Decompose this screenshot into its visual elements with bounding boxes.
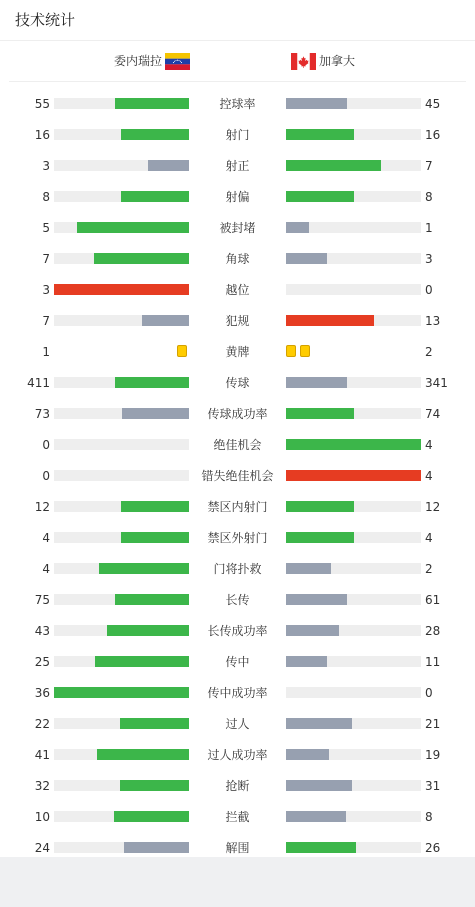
home-bar-fill	[54, 284, 189, 295]
home-bar-fill	[120, 718, 189, 729]
home-bar-track	[54, 749, 189, 760]
away-bar-track	[286, 439, 421, 450]
home-value: 55	[34, 97, 50, 111]
away-value: 13	[425, 314, 441, 328]
away-bar-track	[286, 811, 421, 822]
home-value: 8	[42, 190, 50, 204]
away-bar-fill	[286, 625, 339, 636]
away-value: 1	[425, 221, 433, 235]
stat-label: 越位	[225, 283, 250, 297]
home-bar-fill	[97, 749, 189, 760]
away-value: 0	[425, 283, 433, 297]
away-value: 3	[425, 252, 433, 266]
away-value: 2	[425, 562, 433, 576]
away-value: 4	[425, 469, 433, 483]
home-bar-fill	[54, 687, 189, 698]
stat-row	[0, 159, 475, 173]
home-bar-fill	[94, 253, 189, 264]
away-value: 28	[425, 624, 441, 638]
stat-label: 犯规	[225, 314, 250, 328]
yellow-card-icon	[177, 345, 187, 357]
home-bar-fill	[122, 408, 189, 419]
away-team	[291, 53, 355, 70]
stat-row	[0, 686, 475, 700]
stat-label: 传中	[225, 655, 250, 669]
home-value: 7	[42, 314, 50, 328]
home-value: 73	[34, 407, 50, 421]
stat-row	[0, 810, 475, 824]
home-bar-track	[54, 222, 189, 233]
away-value: 74	[425, 407, 441, 421]
stat-row	[0, 345, 475, 359]
stat-row	[0, 469, 475, 483]
away-value: 8	[425, 190, 433, 204]
away-bar-fill	[286, 98, 347, 109]
stat-label: 解围	[225, 841, 250, 855]
stat-row	[0, 593, 475, 607]
stat-label: 错失绝佳机会	[201, 469, 274, 483]
away-bar-track	[286, 532, 421, 543]
home-value: 24	[34, 841, 50, 855]
away-bar-fill	[286, 439, 421, 450]
away-bar-fill	[286, 408, 354, 419]
away-bar-track	[286, 129, 421, 140]
home-bar-track	[54, 687, 189, 698]
away-bar-fill	[286, 253, 327, 264]
home-bar-track	[54, 439, 189, 450]
home-value: 3	[42, 159, 50, 173]
home-bar-track	[54, 501, 189, 512]
home-bar-fill	[121, 532, 189, 543]
home-value: 41	[34, 748, 50, 762]
away-value: 21	[425, 717, 441, 731]
home-bar-track	[54, 470, 189, 481]
away-value: 45	[425, 97, 441, 111]
away-bar-track	[286, 749, 421, 760]
home-bar-fill	[120, 780, 189, 791]
stat-label: 传球	[225, 376, 250, 390]
stat-row	[0, 283, 475, 297]
away-bar-track	[286, 315, 421, 326]
stat-label: 抢断	[225, 779, 250, 793]
away-bar-track	[286, 191, 421, 202]
home-team	[114, 53, 190, 70]
away-bar-fill	[286, 532, 354, 543]
away-bar-track	[286, 625, 421, 636]
away-value: 16	[425, 128, 441, 142]
home-bar-track	[54, 129, 189, 140]
home-bar-track	[54, 656, 189, 667]
home-bar-fill	[115, 377, 189, 388]
stat-label: 控球率	[219, 97, 256, 111]
stat-label: 射门	[225, 128, 250, 142]
stat-label: 射偏	[225, 190, 250, 204]
away-value: 26	[425, 841, 441, 855]
home-bar-track	[54, 532, 189, 543]
stat-row	[0, 748, 475, 762]
home-value: 16	[34, 128, 50, 142]
home-bar-fill	[142, 315, 189, 326]
stat-row	[0, 252, 475, 266]
away-bar-track	[286, 718, 421, 729]
away-bar-fill	[286, 191, 354, 202]
yellow-card-icon	[300, 345, 310, 357]
away-bar-track	[286, 470, 421, 481]
away-bar-fill	[286, 718, 352, 729]
header-divider	[9, 81, 466, 82]
home-bar-track	[54, 315, 189, 326]
home-bar-fill	[115, 594, 189, 605]
home-bar-fill	[124, 842, 189, 853]
home-value: 4	[42, 531, 50, 545]
stat-row	[0, 221, 475, 235]
home-bar-fill	[77, 222, 189, 233]
stat-label: 长传成功率	[207, 624, 268, 638]
away-bar-track	[286, 408, 421, 419]
home-value: 5	[42, 221, 50, 235]
away-bar-fill	[286, 501, 354, 512]
home-value: 3	[42, 283, 50, 297]
home-bar-track	[54, 842, 189, 853]
home-yellow-cards	[177, 345, 191, 359]
away-bar-fill	[286, 780, 352, 791]
stat-row	[0, 376, 475, 390]
home-value: 43	[34, 624, 50, 638]
stat-label: 过人	[225, 717, 250, 731]
away-value: 8	[425, 810, 433, 824]
stat-row	[0, 841, 475, 855]
stat-row	[0, 190, 475, 204]
home-bar-fill	[107, 625, 189, 636]
away-bar-fill	[286, 315, 374, 326]
stat-label: 禁区内射门	[207, 500, 268, 514]
stat-label: 门将扑救	[213, 562, 262, 576]
away-bar-track	[286, 501, 421, 512]
away-bar-track	[286, 594, 421, 605]
home-value: 0	[42, 469, 50, 483]
page-title: 技术统计	[15, 11, 76, 29]
away-value: 4	[425, 531, 433, 545]
away-bar-track	[286, 656, 421, 667]
away-bar-fill	[286, 470, 421, 481]
stat-label: 被封堵	[219, 221, 256, 235]
away-bar-track	[286, 377, 421, 388]
away-value: 11	[425, 655, 441, 669]
away-bar-track	[286, 222, 421, 233]
stat-label: 禁区外射门	[207, 531, 268, 545]
home-bar-fill	[121, 501, 189, 512]
away-value: 61	[425, 593, 441, 607]
stat-row	[0, 438, 475, 452]
away-bar-fill	[286, 811, 346, 822]
home-bar-track	[54, 98, 189, 109]
home-bar-track	[54, 377, 189, 388]
home-team-name: 委内瑞拉	[114, 54, 163, 68]
home-bar-fill	[99, 563, 189, 574]
away-value: 341	[425, 376, 448, 390]
away-bar-fill	[286, 749, 329, 760]
stat-label: 传中成功率	[207, 686, 268, 700]
home-bar-fill	[121, 191, 189, 202]
home-value: 411	[27, 376, 50, 390]
stat-row	[0, 500, 475, 514]
away-bar-track	[286, 842, 421, 853]
away-team-name: 加拿大	[319, 54, 356, 68]
home-value: 0	[42, 438, 50, 452]
home-value: 32	[34, 779, 50, 793]
home-bar-track	[54, 563, 189, 574]
stat-row	[0, 314, 475, 328]
stat-row	[0, 562, 475, 576]
home-value: 4	[42, 562, 50, 576]
stat-row	[0, 717, 475, 731]
stat-label: 黄牌	[225, 345, 250, 359]
home-value: 7	[42, 252, 50, 266]
stat-label: 角球	[225, 252, 250, 266]
home-value: 22	[34, 717, 50, 731]
away-bar-track	[286, 160, 421, 171]
home-value: 1	[42, 345, 50, 359]
stat-row	[0, 624, 475, 638]
stat-label: 绝佳机会	[213, 438, 262, 452]
stat-row	[0, 655, 475, 669]
canada-flag-icon	[291, 53, 316, 70]
away-bar-fill	[286, 842, 356, 853]
away-value: 2	[425, 345, 433, 359]
yellow-card-icon	[286, 345, 296, 357]
away-bar-track	[286, 253, 421, 264]
stat-label: 射正	[225, 159, 250, 173]
away-bar-track	[286, 563, 421, 574]
stat-label: 长传	[225, 593, 250, 607]
away-bar-track	[286, 780, 421, 791]
home-bar-track	[54, 625, 189, 636]
home-bar-fill	[148, 160, 189, 171]
away-value: 7	[425, 159, 433, 173]
home-value: 75	[34, 593, 50, 607]
stat-row	[0, 128, 475, 142]
away-value: 19	[425, 748, 441, 762]
away-value: 12	[425, 500, 441, 514]
home-bar-track	[54, 594, 189, 605]
home-bar-track	[54, 780, 189, 791]
stat-label: 传球成功率	[207, 407, 268, 421]
away-bar-fill	[286, 594, 347, 605]
stat-label: 拦截	[225, 810, 250, 824]
home-bar-track	[54, 284, 189, 295]
away-value: 4	[425, 438, 433, 452]
away-bar-track	[286, 284, 421, 295]
home-bar-fill	[114, 811, 189, 822]
home-bar-track	[54, 191, 189, 202]
away-value: 31	[425, 779, 441, 793]
stat-row	[0, 97, 475, 111]
title-divider	[0, 40, 475, 41]
home-bar-track	[54, 718, 189, 729]
stat-row	[0, 531, 475, 545]
stat-row	[0, 779, 475, 793]
away-value: 0	[425, 686, 433, 700]
home-value: 10	[34, 810, 50, 824]
venezuela-flag-icon	[165, 53, 190, 70]
home-bar-fill	[115, 98, 189, 109]
home-value: 12	[34, 500, 50, 514]
stat-label: 过人成功率	[207, 748, 268, 762]
home-bar-fill	[95, 656, 189, 667]
away-bar-fill	[286, 160, 381, 171]
away-bar-fill	[286, 656, 327, 667]
away-bar-track	[286, 687, 421, 698]
home-bar-track	[54, 408, 189, 419]
away-bar-fill	[286, 563, 331, 574]
away-bar-track	[286, 98, 421, 109]
home-bar-track	[54, 253, 189, 264]
away-bar-fill	[286, 222, 309, 233]
home-bar-track	[54, 160, 189, 171]
away-bar-fill	[286, 129, 354, 140]
home-bar-track	[54, 811, 189, 822]
stat-row	[0, 407, 475, 421]
away-yellow-cards	[286, 345, 314, 359]
home-value: 25	[34, 655, 50, 669]
home-bar-fill	[121, 129, 189, 140]
home-value: 36	[34, 686, 50, 700]
away-bar-fill	[286, 377, 347, 388]
